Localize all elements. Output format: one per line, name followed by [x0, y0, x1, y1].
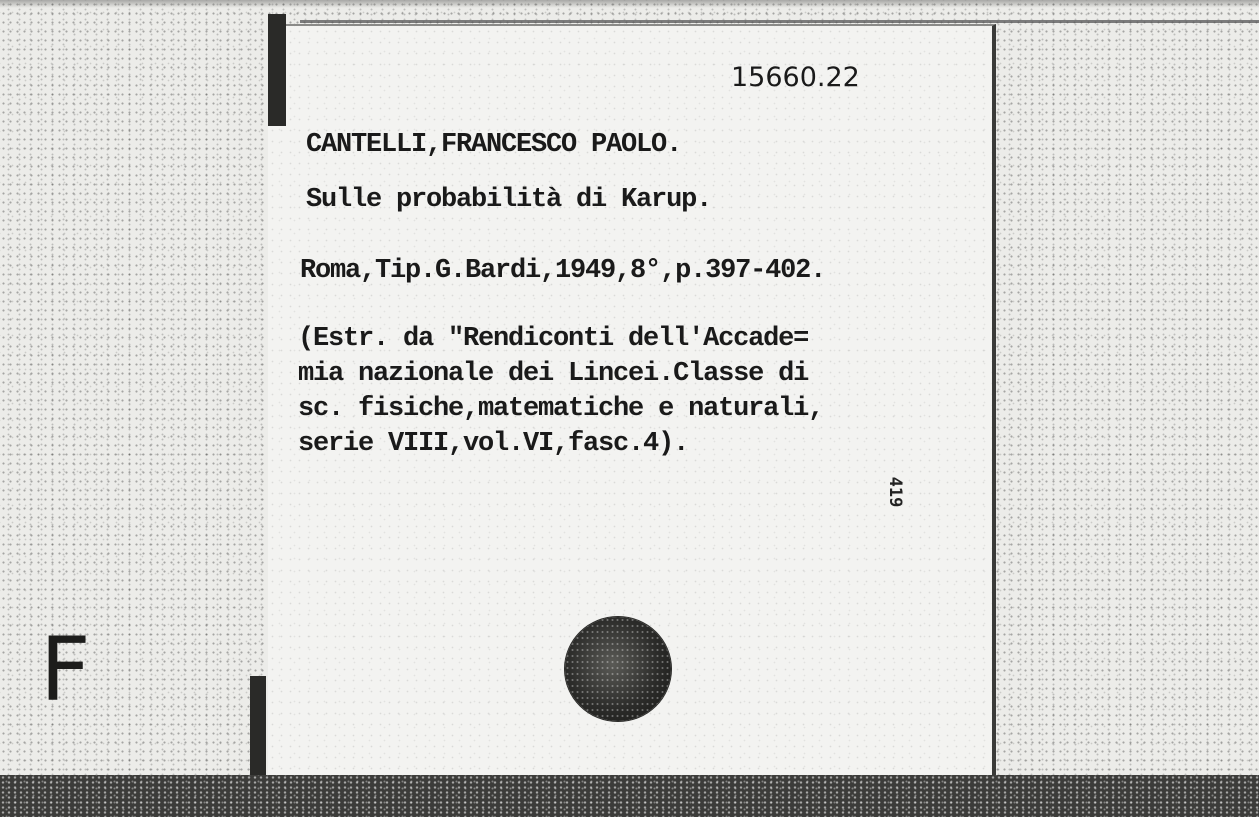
imprint: Roma,Tip.G.Bardi,1949,8°,p.397-402.: [300, 256, 826, 286]
drawer-top-line: [300, 20, 1259, 23]
side-number: 419: [885, 476, 905, 508]
call-number: 15660.22: [731, 62, 860, 93]
punch-hole: [565, 617, 671, 721]
work-title: Sulle probabilità di Karup.: [306, 185, 712, 215]
card-marker-top: [268, 14, 286, 126]
note-line: mia nazionale dei Lincei.Classe di: [298, 359, 809, 389]
note-line: sc. fisiche,matematiche e naturali,: [298, 394, 824, 424]
note-line: (Estr. da "Rendiconti dell'Accade=: [298, 324, 809, 354]
scan-top-edge: [0, 0, 1259, 8]
note-line: serie VIII,vol.VI,fasc.4).: [298, 429, 689, 459]
scan-bottom-band: [0, 775, 1259, 817]
margin-letter: F: [40, 618, 91, 721]
card-marker-bottom: [250, 676, 266, 780]
extract-note: [298, 322, 823, 462]
author-heading: CANTELLI,FRANCESCO PAOLO.: [306, 130, 682, 160]
